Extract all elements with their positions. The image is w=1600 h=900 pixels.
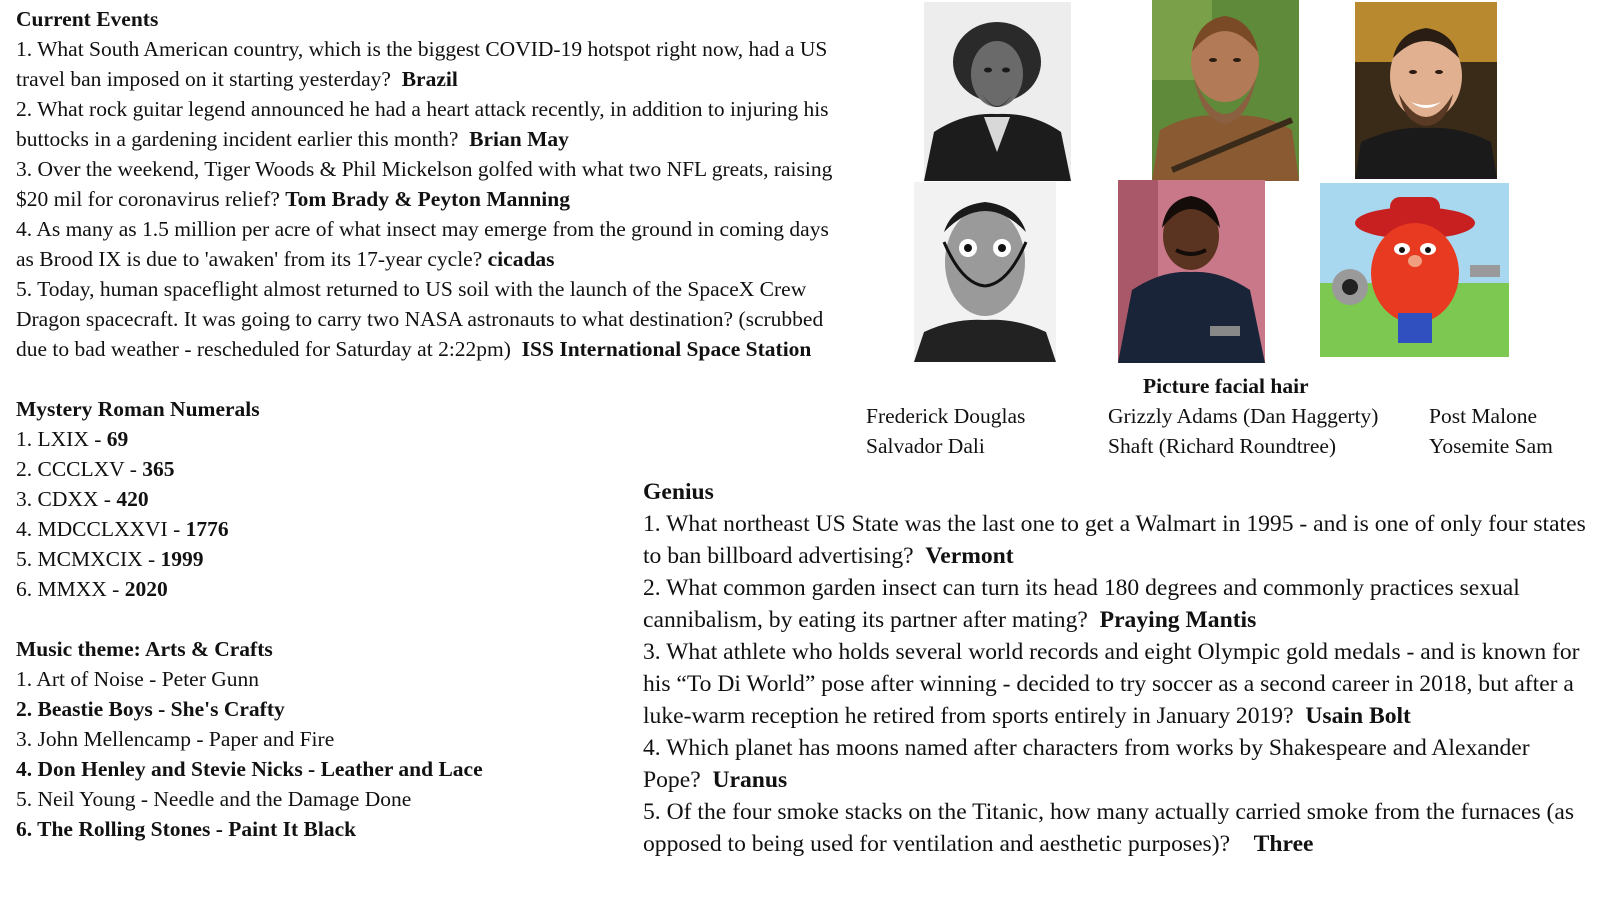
name-yosemite-sam: Yosemite Sam (1429, 434, 1553, 458)
genius-q1 (643, 508, 1599, 572)
question-text: 5. MCMXCIX - (16, 547, 161, 571)
question-text: 1. What northeast US State was the last one to get a Walmart in 1995 - and is one of only four states to ban billboard advertising? (643, 511, 1586, 569)
genius-q3 (643, 636, 1599, 732)
current-events-title: Current Events (16, 7, 159, 31)
question-text: 4. As many as 1.5 million per acre of what insect may emerge from the ground in coming days as Brood IX is due to 'awaken' from its 17-year cycle? (16, 217, 829, 271)
question-text: 3. What athlete who holds several world records and eight Olympic gold medals - and is known for his “To Di World” pose after winning - decided to try soccer as a second career in 2018, but after a luke-warm reception he retired from sports entirely in January 2019? (643, 639, 1580, 729)
shaft-photo (1118, 180, 1265, 363)
names-col-2 (1108, 401, 1378, 461)
answer-text: 1999 (160, 547, 204, 571)
name-post-malone: Post Malone (1429, 404, 1538, 428)
genius-section (643, 476, 1599, 860)
answer-text: 69 (106, 427, 129, 451)
question-text: 5. Today, human spaceflight almost returned to US soil with the launch of the SpaceX Crew Dragon spacecraft. It was going to carry two NASA astronauts to what destination? (scrubbed due to bad weather - rescheduled for Saturday at 2:22pm) (16, 277, 824, 361)
answer-text: Brazil (401, 67, 458, 91)
roman-numerals-title: Mystery Roman Numerals (16, 397, 260, 421)
question-text: 2. What rock guitar legend announced he had a heart attack recently, in addition to injuring his buttocks in a gardening incident earlier this month? (16, 97, 829, 151)
question-text: 2. CCCLXV - (16, 457, 143, 481)
genius-title: Genius (643, 479, 714, 505)
music-item-1: 1. Art of Noise - Peter Gunn (16, 667, 260, 691)
current-events-q3 (16, 154, 836, 214)
current-events-q4 (16, 214, 836, 274)
name-salvador-dali: Salvador Dali (866, 434, 985, 458)
music-item-6: 6. The Rolling Stones - Paint It Black (16, 817, 357, 841)
current-events-q5 (16, 274, 836, 364)
genius-q5 (643, 796, 1599, 860)
salvador-dali-photo (914, 182, 1056, 362)
names-col-3 (1429, 401, 1553, 461)
roman-item-1 (16, 424, 836, 454)
genius-q4 (643, 732, 1599, 796)
answer-text: 2020 (124, 577, 168, 601)
name-grizzly-adams: Grizzly Adams (Dan Haggerty) (1108, 404, 1379, 428)
yosemite-sam-cartoon (1320, 183, 1509, 357)
music-item-4: 4. Don Henley and Stevie Nicks - Leather and Lace (16, 757, 483, 781)
answer-text: Brian May (469, 127, 569, 151)
answer-text: 365 (142, 457, 175, 481)
question-text: 3. Over the weekend, Tiger Woods & Phil Mickelson golfed with what two NFL greats, raising $20 mil for coronavirus relief? (16, 157, 833, 211)
grizzly-adams-photo (1152, 0, 1299, 181)
answer-text: Three (1253, 831, 1314, 857)
answer-text: ISS International Space Station (521, 337, 812, 361)
question-text: 4. Which planet has moons named after characters from works by Shakespeare and Alexander Pope? (643, 735, 1530, 793)
frederick-douglas-photo (924, 2, 1071, 181)
answer-text: Uranus (712, 767, 788, 793)
answer-text: cicadas (487, 247, 555, 271)
music-title: Music theme: Arts & Crafts (16, 637, 273, 661)
music-item-3: 3. John Mellencamp - Paper and Fire (16, 727, 335, 751)
current-events-q1 (16, 34, 836, 94)
names-col-1 (866, 401, 1025, 461)
question-text: 1. What South American country, which is the biggest COVID-19 hotspot right now, had a US travel ban imposed on it starting yesterday? (16, 37, 828, 91)
question-text: 5. Of the four smoke stacks on the Titanic, how many actually carried smoke from the furnaces (as opposed to being used for ventilation and aesthetic purposes)? (643, 799, 1575, 857)
answer-text: Praying Mantis (1099, 607, 1257, 633)
name-shaft: Shaft (Richard Roundtree) (1108, 434, 1337, 458)
question-text: 3. CDXX - (16, 487, 117, 511)
question-text: 1. LXIX - (16, 427, 107, 451)
name-frederick-douglas: Frederick Douglas (866, 404, 1026, 428)
post-malone-photo (1355, 2, 1497, 179)
music-item-2: 2. Beastie Boys - She's Crafty (16, 697, 285, 721)
question-text: 6. MMXX - (16, 577, 125, 601)
facial-hair-title: Picture facial hair (1143, 374, 1309, 398)
answer-text: Vermont (925, 543, 1014, 569)
answer-text: Usain Bolt (1305, 703, 1411, 729)
music-item-5: 5. Neil Young - Needle and the Damage Done (16, 787, 412, 811)
answer-text: Tom Brady & Peyton Manning (285, 187, 570, 211)
question-text: 4. MDCCLXXVI - (16, 517, 186, 541)
answer-text: 420 (116, 487, 149, 511)
current-events-q2 (16, 94, 836, 154)
answer-text: 1776 (185, 517, 229, 541)
genius-q2 (643, 572, 1599, 636)
question-text: 2. What common garden insect can turn its head 180 degrees and commonly practices sexual cannibalism, by eating its partner after mating? (643, 575, 1520, 633)
